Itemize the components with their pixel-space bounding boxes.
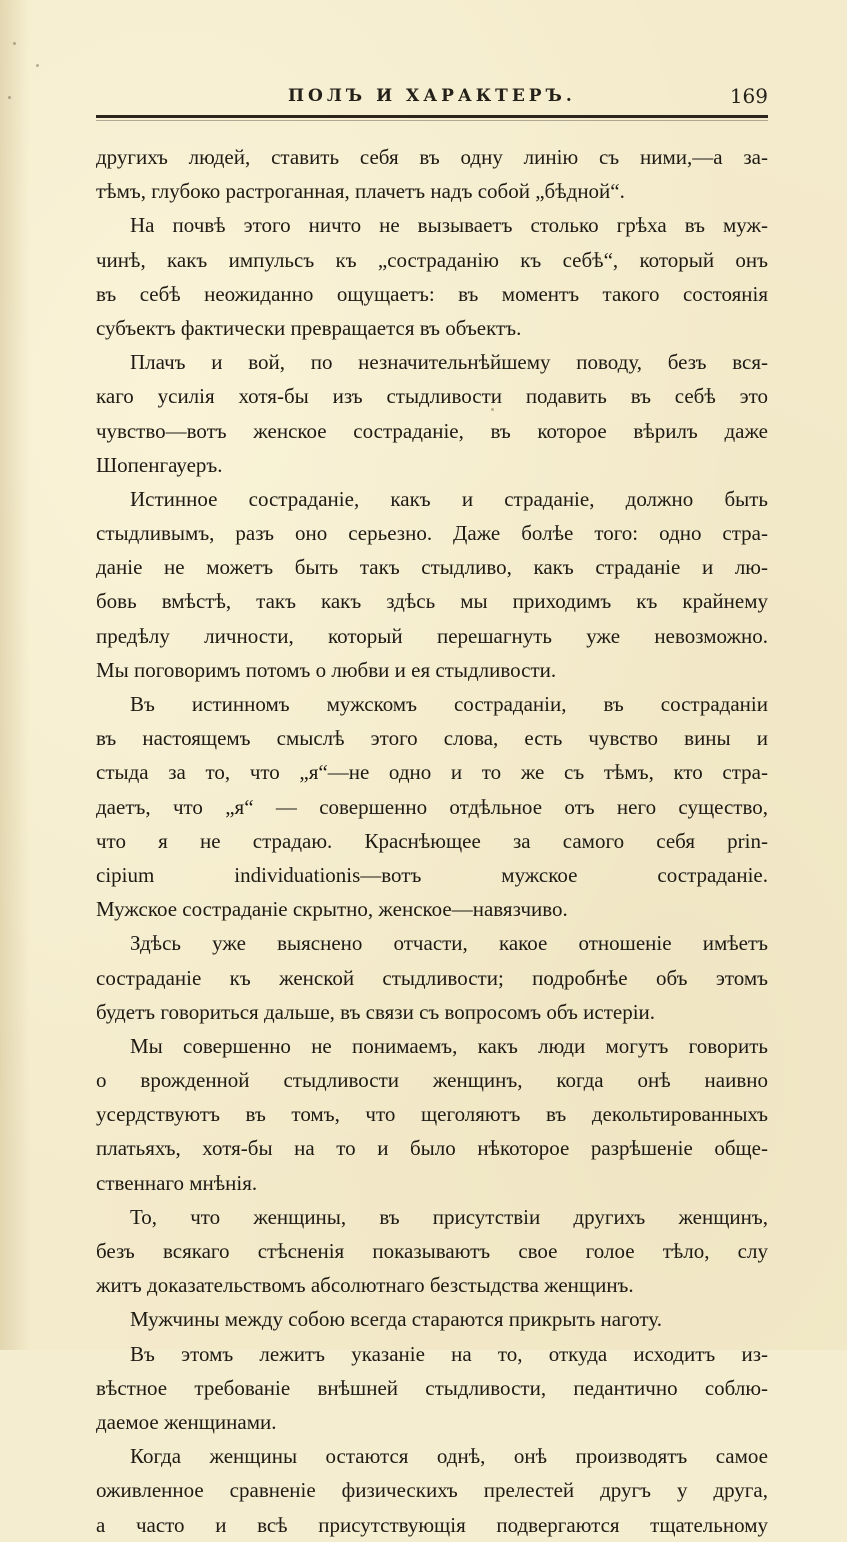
text-line: предѣлу личности, который перешагнуть уже невозможно. bbox=[96, 623, 768, 648]
text-line: усердствуютъ въ томъ, что щеголяютъ въ декольтированныхъ bbox=[96, 1102, 768, 1127]
text-line: Истинное состраданіе, какъ и страданіе, должно быть bbox=[130, 486, 768, 511]
text-line: а часто и всѣ присутствующія подвергаются тщательному bbox=[96, 1512, 768, 1537]
paper-speck bbox=[36, 64, 39, 67]
text-line: cipium individuationis—вотъ мужское состраданіе. bbox=[96, 862, 768, 887]
text-line: что я не страдаю. Краснѣющее за самого себя prin- bbox=[96, 828, 768, 853]
text-line: въ себѣ неожиданно ощущаетъ: въ моментъ такого состоянія bbox=[96, 281, 768, 306]
page-number: 169 bbox=[729, 84, 768, 108]
body-text bbox=[96, 140, 768, 1542]
text-line: тѣмъ, глубоко растроганная, плачетъ надъ собой „бѣдной“. bbox=[96, 179, 625, 204]
paper-speck bbox=[13, 42, 16, 45]
text-line: Мужское состраданіе скрытно, женское—навязчиво. bbox=[96, 897, 568, 922]
page-header bbox=[96, 83, 768, 113]
text-line: Когда женщины остаются однѣ, онѣ производятъ самое bbox=[130, 1444, 768, 1469]
text-line: Здѣсь уже выяснено отчасти, какое отношеніе имѣетъ bbox=[130, 931, 768, 956]
text-line: Въ истинномъ мужскомъ состраданіи, въ состраданіи bbox=[130, 692, 768, 716]
paper-speck bbox=[8, 96, 11, 99]
text-line: платьяхъ, хотя-бы на то и было нѣкоторое разрѣшеніе обще- bbox=[96, 1136, 768, 1161]
text-line: даніе не можетъ быть такъ стыдливо, какъ страданіе и лю- bbox=[96, 555, 768, 580]
text-line: Мы поговоримъ потомъ о любви и ея стыдливости. bbox=[96, 657, 557, 682]
header-rule-thin bbox=[96, 120, 768, 121]
text-line: Въ этомъ лежитъ указаніе на то, откуда исходитъ из- bbox=[130, 1341, 768, 1366]
text-line: будетъ говориться дальше, въ связи съ вопросомъ объ истеріи. bbox=[96, 999, 656, 1024]
text-line: даетъ, что „я“ — совершенно отдѣльное отъ него существо, bbox=[96, 794, 768, 819]
text-line: стыда за то, что „я“—не одно и то же съ тѣмъ, кто стра- bbox=[96, 760, 768, 785]
text-line: субъектъ фактически превращается въ объектъ. bbox=[96, 315, 522, 340]
text-line: На почвѣ этого ничто не вызываетъ столько грѣха въ муж- bbox=[130, 213, 768, 238]
text-line: ственнаго мнѣнія. bbox=[96, 1170, 258, 1195]
text-line: Шопенгауеръ. bbox=[96, 452, 223, 477]
text-line: То, что женщины, въ присутствіи другихъ женщинъ, bbox=[130, 1204, 768, 1229]
text-line: житъ доказательствомъ абсолютнаго безстыдства женщинъ. bbox=[96, 1273, 634, 1298]
text-line: даемое женщинами. bbox=[96, 1409, 277, 1434]
text-line: каго усилія хотя-бы изъ стыдливости подавить въ себѣ это bbox=[96, 384, 768, 409]
text-line: другихъ людей, ставить себя въ одну линію съ ними,—а за- bbox=[96, 145, 768, 169]
text-line: чувство—вотъ женское состраданіе, въ которое вѣрилъ даже bbox=[96, 418, 768, 443]
paper-speck bbox=[491, 408, 494, 411]
text-line: оживленное сравненіе физическихъ прелестей другъ у друга, bbox=[96, 1478, 768, 1503]
text-line: безъ всякаго стѣсненія показываютъ свое голое тѣло, слу bbox=[96, 1239, 768, 1263]
text-line: состраданіе къ женской стыдливости; подробнѣе объ этомъ bbox=[96, 965, 768, 990]
spine-shadow bbox=[0, 0, 30, 1350]
text-line: Плачъ и вой, по незначительнѣйшему поводу, безъ вся- bbox=[130, 350, 768, 375]
header-rule bbox=[96, 115, 768, 118]
text-line: Мы совершенно не понимаемъ, какъ люди могутъ говорить bbox=[130, 1033, 768, 1058]
text-line: о врожденной стыдливости женщинъ, когда онѣ наивно bbox=[96, 1068, 768, 1093]
text-line: въ настоящемъ смыслѣ этого слова, есть чувство вины и bbox=[96, 726, 768, 751]
running-head: ПОЛЪ И ХАРАКТЕРЪ. bbox=[288, 86, 576, 106]
text-line: Мужчины между собою всегда стараются прикрыть наготу. bbox=[130, 1307, 662, 1332]
text-line: бовь вмѣстѣ, такъ какъ здѣсь мы приходимъ къ крайнему bbox=[96, 589, 768, 614]
text-line: стыдливымъ, разъ оно серьезно. Даже болѣе того: одно стра- bbox=[96, 521, 768, 546]
text-line: чинѣ, какъ импульсъ къ „состраданію къ себѣ“, который онъ bbox=[96, 247, 768, 272]
text-line: вѣстное требованіе внѣшней стыдливости, педантично соблю- bbox=[96, 1375, 768, 1400]
